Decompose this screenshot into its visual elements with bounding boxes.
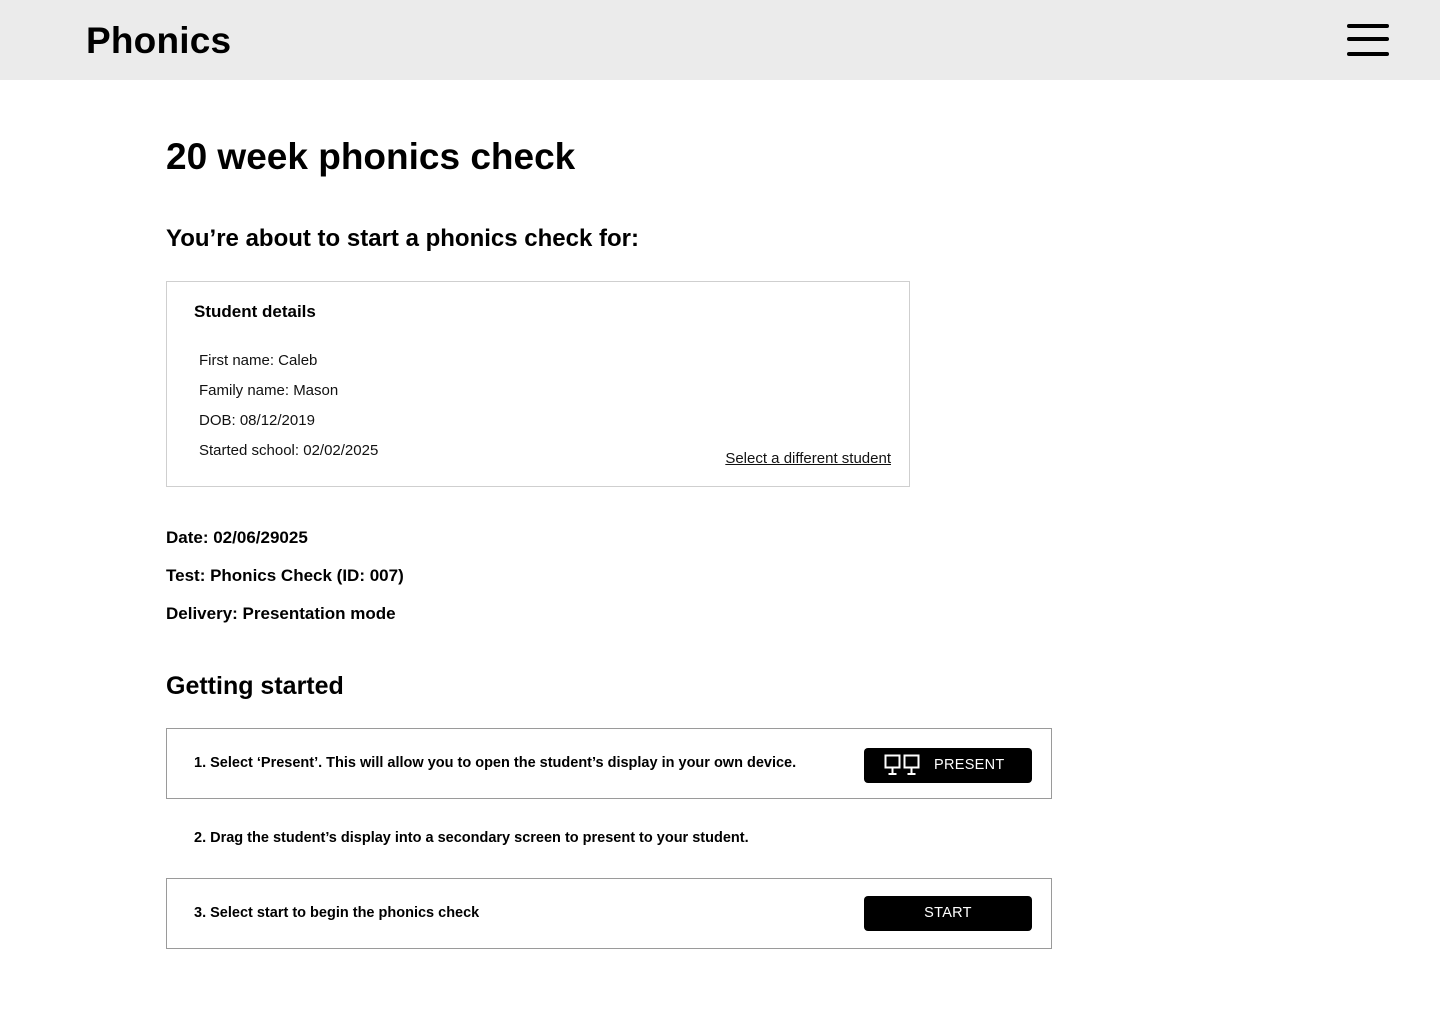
menu-line [1347, 24, 1389, 28]
menu-line [1347, 52, 1389, 56]
student-family-name: Family name: Mason [199, 382, 339, 399]
app-title: Phonics [86, 20, 232, 61]
page-title: 20 week phonics check [166, 136, 576, 177]
page-subtitle: You’re about to start a phonics check for: [166, 225, 639, 252]
student-started-school: Started school: 02/02/2025 [199, 442, 379, 459]
step-1-text: 1. Select ‘Present’. This will allow you to open the student’s display in your own device. [194, 755, 797, 771]
student-details-title: Student details [194, 302, 316, 321]
start-button[interactable]: START [864, 896, 1032, 931]
hamburger-menu-icon[interactable] [1346, 22, 1390, 58]
student-details-card [166, 281, 910, 487]
select-different-student-link[interactable]: Select a different student [725, 450, 891, 467]
present-button[interactable] [864, 748, 1032, 783]
step-3-box [166, 878, 1052, 949]
step-1-box [166, 728, 1052, 799]
dual-monitor-icon [884, 754, 920, 776]
check-delivery: Delivery: Presentation mode [166, 604, 396, 623]
check-date: Date: 02/06/29025 [166, 528, 308, 547]
step-3-text: 3. Select start to begin the phonics check [194, 905, 480, 921]
present-button-label: PRESENT [934, 757, 1005, 773]
check-test: Test: Phonics Check (ID: 007) [166, 566, 404, 585]
top-bar [0, 0, 1440, 80]
student-dob: DOB: 08/12/2019 [199, 412, 315, 429]
getting-started-title: Getting started [166, 672, 344, 700]
step-2-text: 2. Drag the student’s display into a secondary screen to present to your student. [194, 830, 749, 846]
menu-line [1347, 37, 1389, 41]
student-first-name: First name: Caleb [199, 352, 318, 369]
